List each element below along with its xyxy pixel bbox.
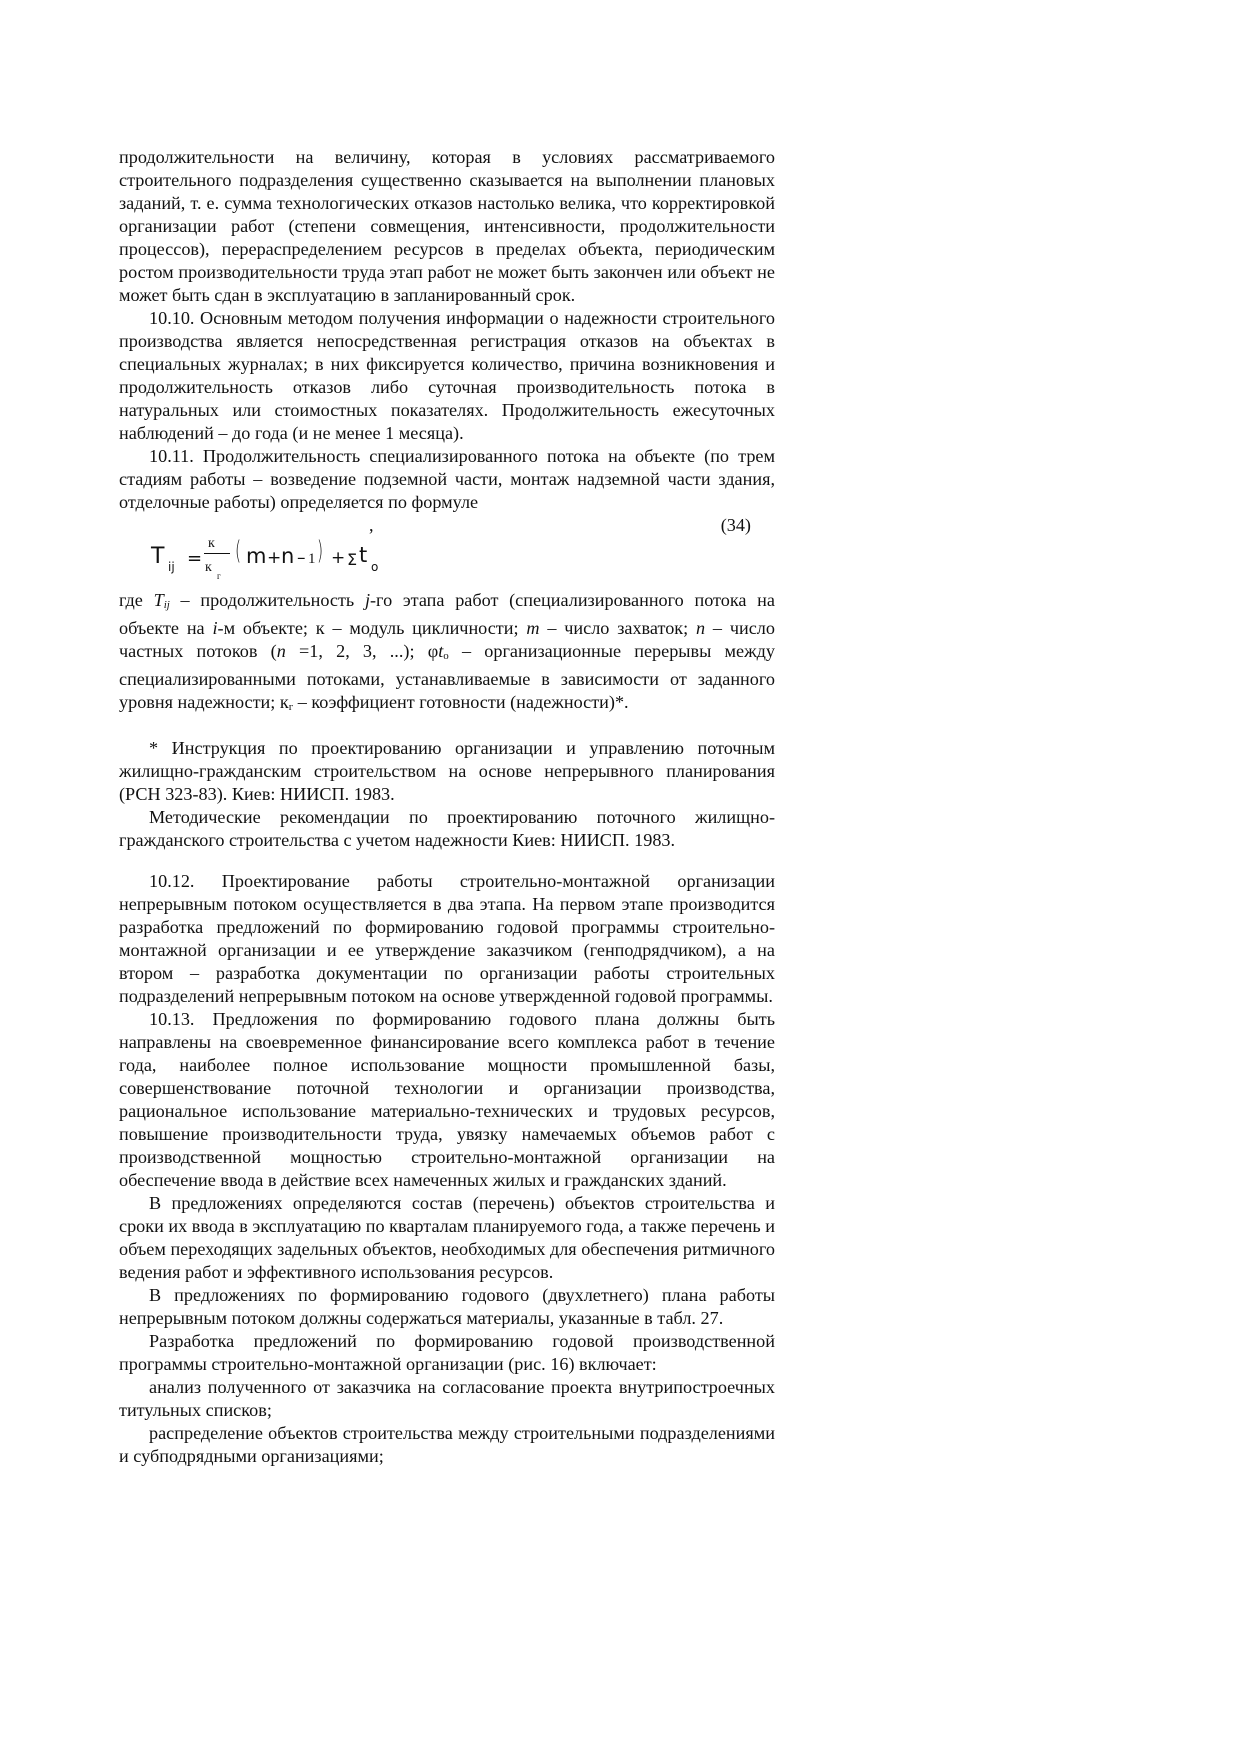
text-run: – число частных потоков ( — [119, 618, 775, 661]
formula-t-subscript: o — [371, 560, 379, 574]
formula-T-subscript: ij — [168, 560, 175, 574]
var-i: i — [212, 618, 218, 638]
text-run: – продолжительность — [169, 590, 365, 610]
paragraph-10-11: 10.11. Продолжительность специализированного потока на объекте (по трем стадиям работы – возведение подземной части, монтаж надземной части здания, отделочные работы) определяется по формуле — [119, 446, 775, 512]
list-item: анализ полученного от заказчика на согласование проекта внутрипостроечных титульных списков; — [119, 1377, 775, 1420]
footnote: * Инструкция по проектированию организации и управлению поточным жилищно-гражданским строительством на основе непрерывного планирования (РСН 323-83). Киев: НИИСП. 1983. — [119, 738, 775, 804]
formula-m: m — [246, 544, 267, 568]
paragraph: продолжительности на величину, которая в условиях рассматриваемого строительного подразделения существенно сказывается на выполнении плановых заданий, т. е. сумма технологических отказов настолько велика, что корректировкой организации работ (степени совмещения, интенсивности, продолжительности процессов), перераспределением ресурсов в пределах объекта, периодическим ростом производительности труда этап работ не может быть закончен или объект не может быть сдан в эксплуатацию в запланированный срок. — [119, 147, 775, 305]
paragraph: В предложениях по формированию годового (двухлетнего) плана работы непрерывным потоком должны содержаться материалы, указанные в табл. 27. — [119, 1285, 775, 1328]
formula-T: T — [151, 544, 165, 569]
formula-fraction-bar — [204, 553, 230, 554]
formula-block — [119, 514, 775, 589]
formula-equals: = — [187, 548, 203, 569]
formula-plus: + — [267, 548, 282, 568]
text-run: – коэффициент готовности (надежности)*. — [293, 692, 629, 712]
text-run: =1, 2, 3, ...); φ — [285, 641, 439, 661]
formula-n: n — [281, 544, 295, 568]
var-ij: ij — [163, 599, 170, 611]
list-item: распределение объектов строительства между строительными подразделениями и субподрядными организациями; — [119, 1423, 775, 1466]
var-T: T — [153, 590, 164, 610]
formula-plus-2: + — [331, 548, 346, 568]
document-page — [119, 146, 775, 1468]
var-n: n — [696, 618, 706, 638]
paragraph-10-10: 10.10. Основным методом получения информации о надежности строительного производства является непосредственная регистрация отказов на объектах в специальных журналах; в них фиксируется количество, причина возникновения и продолжительность отказов либо суточная производительность потока в натуральных или стоимостных показателях. Продолжительность ежесуточных наблюдений – до года (и не менее 1 месяца). — [119, 308, 775, 443]
formula-right-paren: ) — [317, 536, 324, 566]
text-run: – число захваток; — [539, 618, 697, 638]
formula-explanation — [119, 589, 775, 719]
spacer — [119, 719, 775, 737]
text-run: -м объекте; к – модуль цикличности; — [217, 618, 527, 638]
text-run: – организационные перерывы между специализированными потоками, устанавливаемые в зависимости от заданного уровня надежности; к — [119, 641, 775, 712]
spacer — [119, 852, 775, 870]
formula-sigma: Σ — [347, 550, 358, 569]
equation-number: (34) — [720, 515, 751, 535]
paragraph-10-12: 10.12. Проектирование работы строительно-монтажной организации непрерывным потоком осуществляется в два этапа. На первом этапе производится разработка предложений по формированию годовой программы строительно-монтажной организации и ее утверждение заказчиком (генподрядчиком), а на втором – разработка документации по организации работы строительных подразделений непрерывным потоком на основе утвержденной годовой программы. — [119, 871, 775, 1006]
paragraph: Разработка предложений по формированию годовой производственной программы строительно-монтажной организации (рис. 16) включает: — [119, 1331, 775, 1374]
var-n: n — [276, 641, 286, 661]
formula-left-paren: ( — [235, 536, 242, 566]
text-run: -го этапа работ (специализированного потока на объекте на — [119, 590, 775, 638]
formula-comma: , — [369, 515, 374, 535]
var-o: o — [443, 650, 449, 662]
formula-t: t — [359, 543, 368, 567]
paragraph-10-13: 10.13. Предложения по формированию годового плана должны быть направлены на своевременное финансирование всего комплекса работ в течение года, наиболее полное использование мощности промышленной базы, совершенствование поточной технологии и организации производства, рациональное использование материально-технических и трудовых ресурсов, повышение производительности труда, увязку намечаемых объемов работ с производственной мощностью строительно-монтажной организации на обеспечение ввода в действие всех намеченных жилых и гражданских зданий. — [119, 1009, 775, 1190]
var-t: t — [438, 641, 444, 661]
var-j: j — [364, 590, 370, 610]
text-run: где — [119, 590, 154, 610]
formula-fraction-numerator: к — [208, 536, 215, 551]
formula-fraction-denominator: к — [205, 560, 212, 575]
formula-one: 1 — [308, 551, 316, 567]
footnote: Методические рекомендации по проектированию поточного жилищно-гражданского строительства с учетом надежности Киев: НИИСП. 1983. — [119, 807, 775, 850]
var-m: m — [526, 618, 540, 638]
formula-denominator-subscript: г — [217, 571, 221, 581]
paragraph: В предложениях определяются состав (перечень) объектов строительства и сроки их ввода в эксплуатацию по кварталам планируемого года, а также перечень и объем переходящих задельных объектов, необходимых для обеспечения ритмичного ведения работ и эффективного использования ресурсов. — [119, 1193, 775, 1282]
formula-minus: – — [297, 548, 306, 568]
var-g: г — [288, 701, 294, 713]
